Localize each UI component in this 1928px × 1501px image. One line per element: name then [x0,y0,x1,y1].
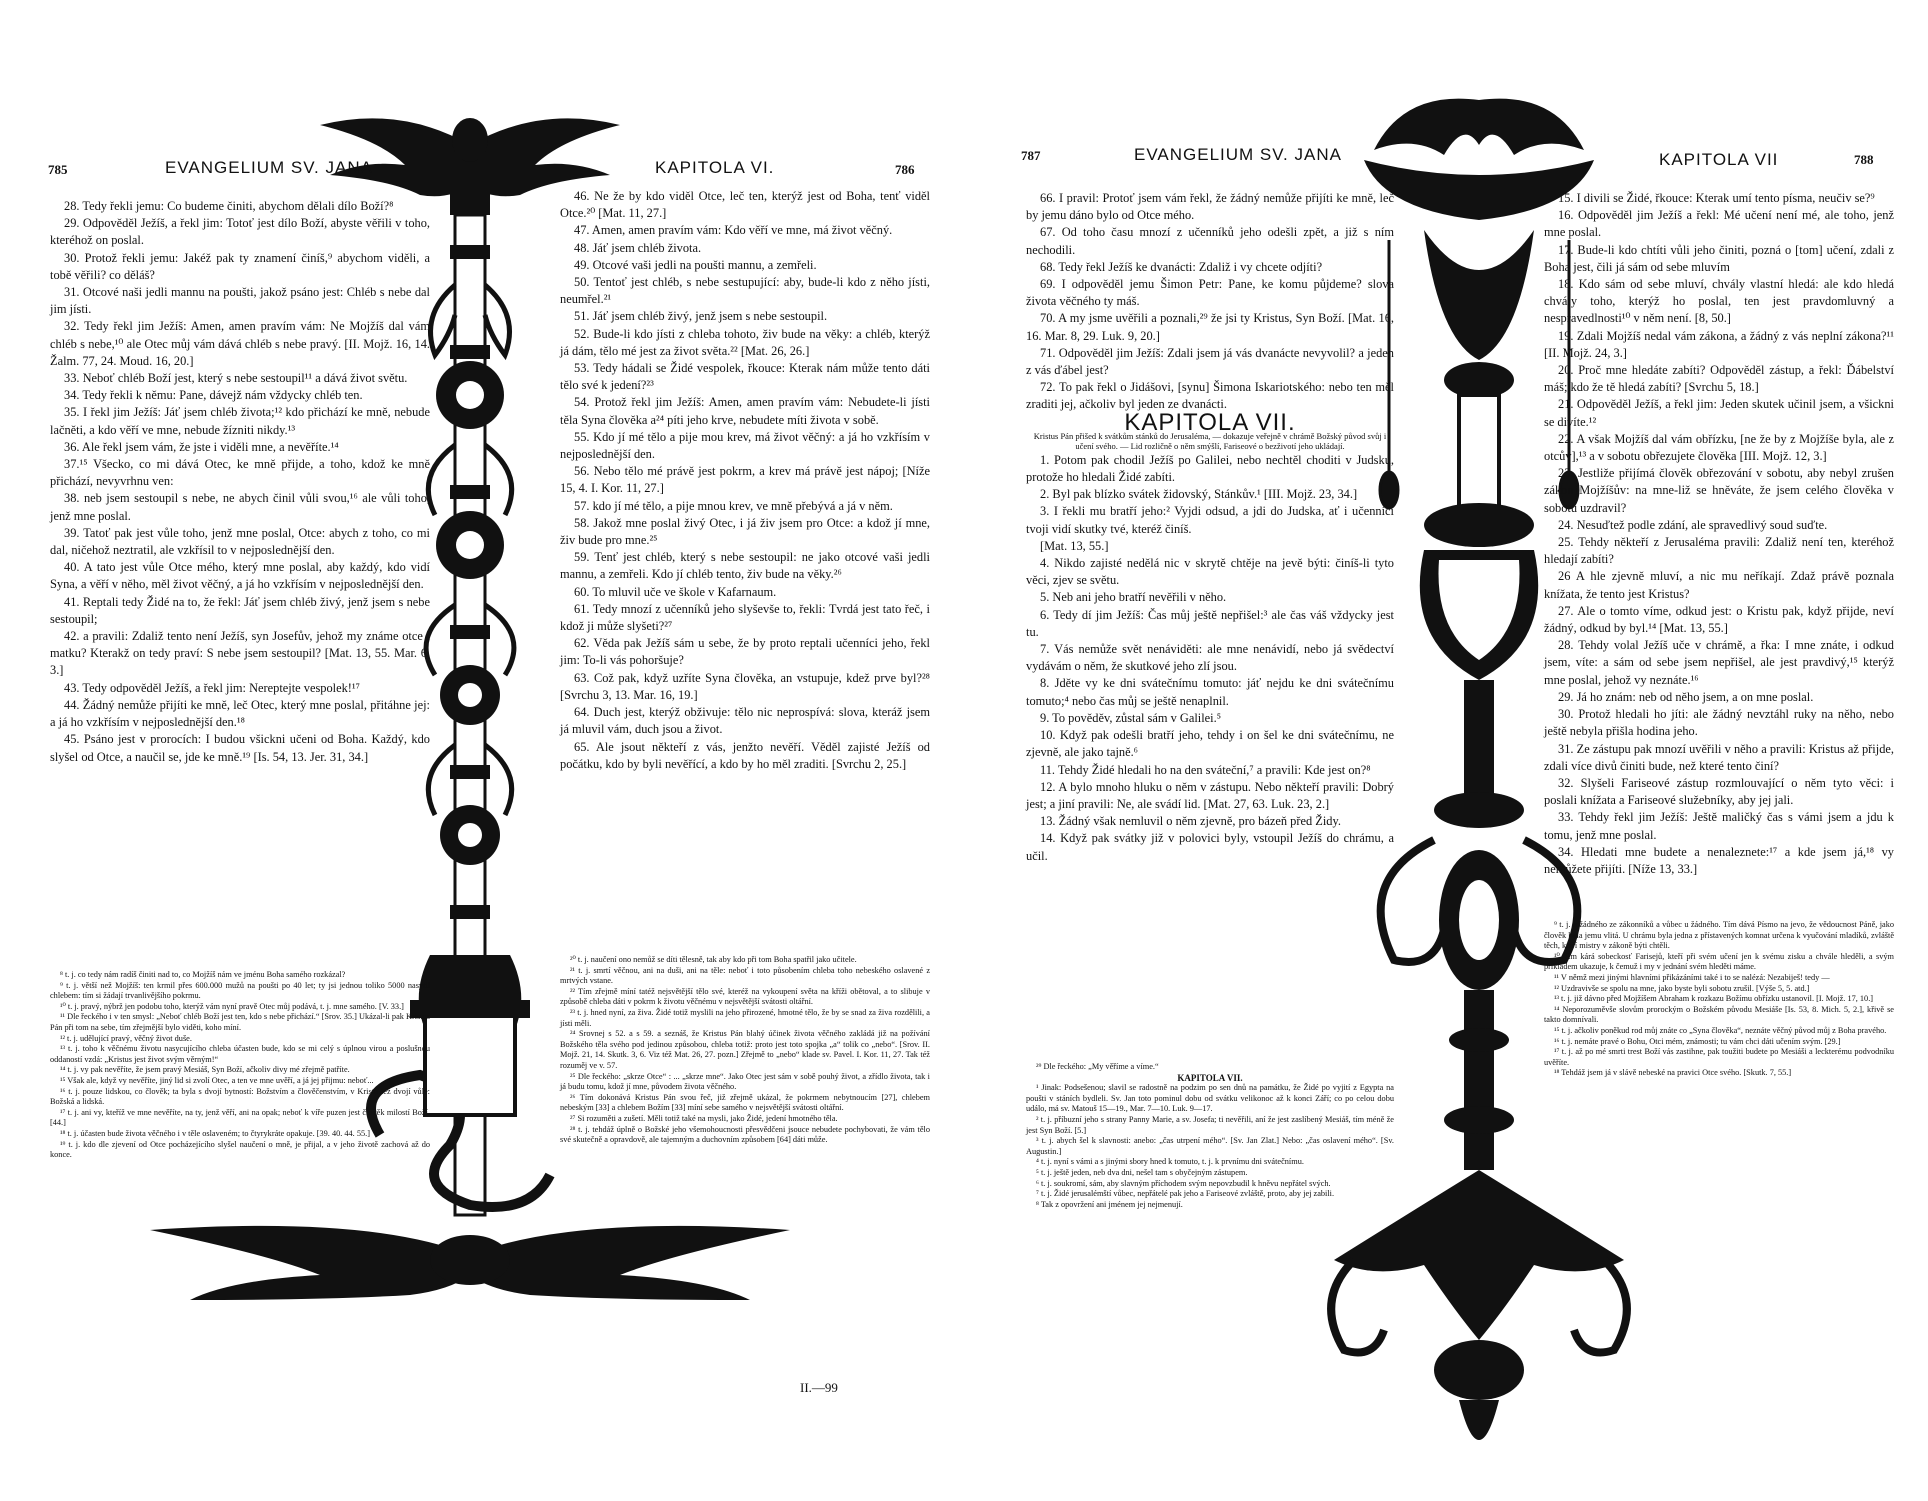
footnotes-right [560,955,930,1146]
verse: 63. Což pak, když uzříte Syna člověka, an vstupuje, kdež prve byl?²⁸ [Svrchu 3, 13. Mar. 16, 19.] [560,670,930,702]
verse: 33. Tehdy řekl jim Ježíš: Ještě maličký čas s vámi jsem a jdu k tomu, jenž mne poslal. [1544,810,1894,842]
verse: 3. I řekli mu bratří jeho:² Vyjdi odsud, a jdi do Judska, ať i učenníci tvoji vidí skutky tvé, kteréž činíš. [1026,504,1394,536]
footnote: ⁴ t. j. nyní s vámi a s jinými sbory hned k tomuto, t. j. k prvnímu dni svátečnímu. [1036,1157,1304,1167]
verse: 24. Nesuďtež podle zdání, ale spravedlivý soud suďte. [1558,517,1828,532]
verse: 68. Tedy řekl Ježíš ke dvanácti: Zdaliž i vy chcete odjíti? [1040,259,1323,274]
verse: 10. Když pak odešli bratří jeho, tehdy i on šel ke dni svátečnímu, ne zjevně, ale jako tajně.⁶ [1026,728,1394,760]
page-number: 785 [48,162,68,177]
footnote: ¹⁷ t. j. ani vy, kteříž ve mne nevěříte, na ty, jenž věří, ani na opak; neboť k víře puzen jest člověk milostí Boží. [44.] [50,1107,430,1128]
verse: 16. Odpověděl jim Ježíš a řekl: Mé učení není mé, ale toho, jenž mne poslal. [1544,208,1894,240]
verse: 12. A bylo mnoho hluku o něm v zástupu. Nebo někteří pravili: Dobrý jest; a jiní pravili: Ne, ale svádí lid. [Mat. 27, 63. Luk. 23, 2.] [1026,779,1394,811]
footnote: ¹⁹ t. j. kdo dle zjevení od Otce pocházejícího slyšel naučení o mně, je přijal, a v jeho životě zachová až do konce. [50,1139,430,1160]
verse: 5. Neb ani jeho bratří nevěřili v něho. [1040,590,1227,605]
footnote: ¹¹ Dle řeckého i v ten smysl: „Neboť chléb Boží jest ten, kdo s nebe přichází.“ [Srov. 35.] Ukázal-li pak Kristus Pán při tom na sebe, tím zřejmější bylo viděti, koho míní. [50,1012,430,1032]
footnote: ²⁰ t. j. naučení ono nemůž se díti tělesně, tak aby kdo při tom Boha spatřil jako učitele. [570,955,857,964]
verse: 4. Nikdo zajisté nedělá nic v skrytě chtěje na jevě býti: činíš-li tyto věci, zjev se světu. [1026,556,1394,588]
verse: 6. Tedy dí jim Ježíš: Čas můj ještě nepřišel:³ ale čas váš vždycky jest tu. [1026,607,1394,639]
footnote: ¹⁵ t. j. ačkoliv poněkud rod můj znáte co „Syna člověka“, neznáte věčný původ můj z Boha pravého. [1554,1025,1887,1035]
footnote: ¹¹ V němž mezi jinými hlavními přikázáními také i to se nalézá: Nezabiješ! tedy — [1554,972,1830,982]
verse: 38. neb jsem sestoupil s nebe, ne abych činil vůli svou,¹⁶ ale vůli toho, jenž mne poslal. [50,491,430,523]
verse: 49. Otcové vaši jedli na poušti mannu, a zemřeli. [574,257,817,272]
verse: 9. To pověděv, zůstal sám v Galilei.⁵ [1040,710,1222,725]
verse: 42. a pravili: Zdaliž tento není Ježíš, syn Josefův, jehož my známe otce i matku? Kterakž on tedy praví: S nebe jsem sestoupil? [Mat. 13, 55. Mar. 6, 3.] [50,629,430,678]
running-head-right: KAPITOLA VII [1659,150,1779,169]
verse: 55. Kdo jí mé tělo a pije mou krev, má život věčný: a já ho vzkřísím v nejposlednější den. [560,429,930,462]
footnote: ¹ Jinak: Podsešenou; slavil se radostně na podzim po sen dnů na památku, že Židé po vyjití z Egypta na poušti v stáních bydleli. Sv. Jan toto pominul dobu od svátku velikonoc až k konci Září; co po celou dobu událo, má sv. Matouš 15—19., Mar. 7—10. Luk. 9—17. [1026,1083,1394,1114]
signature-mark: II.—99 [800,1380,838,1395]
verse: 17. Bude-li kdo chtíti vůli jeho činiti, pozná o [tom] učení, zdali z Boha jest, čili já sám od sebe mluvím [1544,242,1894,274]
page-number: 787 [1021,148,1041,163]
footnotes-right [1544,920,1894,1079]
verse: 33. Neboť chléb Boží jest, který s nebe sestoupil¹¹ a dává život světu. [64,371,408,386]
verse: 60. To mluvil uče ve škole v Kafarnaum. [574,584,777,599]
verse: 37.¹⁵ Všecko, co mi dává Otec, ke mně přijde, a toho, kdož ke mně přichází, nevyvrhnu ven: [50,457,430,489]
verse: 27. Ale o tomto víme, odkud jest: o Kristu pak, když přijde, neví žádný, odkud by byl.¹⁴ [Mat. 13, 55.] [1544,603,1894,636]
footnote: ⁶ t. j. soukromí, sám, aby slavným příchodem svým nepovzbudil k hněvu nepřátel svých. [1036,1178,1331,1188]
footnote: ¹² t. j. udělující pravý, věčný život duše. [60,1033,192,1043]
verse: 8. Jděte vy ke dni svátečnímu tomuto: jáť nejdu ke dni svátečnímu tomuto;⁴ nebo čas můj se ještě nenaplnil. [1026,676,1394,708]
running-head-left: EVANGELIUM SV. JANA [165,158,373,177]
verse: 43. Tedy odpověděl Ježíš, a řekl jim: Nereptejte vespolek!¹⁷ [64,680,360,695]
verse: 46. Ne že by kdo viděl Otce, leč ten, kterýž jest od Boha, tenť viděl Otce.²⁰ [Mat. 11, 27.] [560,189,930,221]
footnotes-left [1026,1062,1394,1210]
verse: 61. Tedy mnozí z učenníků jeho slyševše to, řekli: Tvrdá jest tato řeč, i kdož ji může slyšeti?²⁷ [560,601,930,634]
verse: 22. A však Mojžíš dal vám obřízku, [ne že by z Mojžíše byla, ale z otcův],¹³ a v sobotu obřezujete člověka [III. Mojž. 12, 3.] [1544,431,1894,464]
verse: 29. Já ho znám: neb od něho jsem, a on mne poslal. [1558,689,1814,704]
footnote: ²¹ t. j. smrtí věčnou, ani na duši, ani na těle: neboť i toto působením chleba toho nebeského oslavené z mrtvých vstane. [560,965,930,986]
footnote: ¹⁸ t. j. účasten bude života věčného i v těle oslaveném; to čtyrykráte opakuje. [39. 40. 44. 55.] [60,1128,370,1138]
footnote: ⁵ t. j. ještě jeden, neb dva dni, nešel tam s obyčejným zástupem. [1036,1167,1248,1177]
footnote: ²⁶ Tím dokonává Kristus Pán svou řeč, již zřejmě ukázal, že pokrmem nebytnoucím [27], chlebem nebeským [33] a chlebem Božím [33] míní sebe samého v nejsvětější svátosti oltářní. [560,1092,930,1113]
footnote: ²³ t. j. hned nyní, za živa. Židé totiž myslili na jeho přirozené, hmotné tělo, že by se snad za živa rozdělili, a jísti měli. [560,1007,930,1028]
footnote-chapter-heading: KAPITOLA VII. [1177,1072,1243,1083]
page-number: 786 [895,162,915,177]
footnote: ⁸ Tak z opovržení ani jménem jej nejmenují. [1036,1199,1183,1209]
chapter-summary: Kristus Pán přišed k svátkům stánků do Jerusaléma, — dokazuje veřejně v chrámě Božský původ svůj i učení svého. — Lid rozličně o něm smýšlí, Fariseové o bezživotí jeho ukládají. [1033,430,1387,452]
verse: 40. A tato jest vůle Otce mého, který mne poslal, aby každý, kdo vidí Syna, a věří v něho, měl život věčný, a já ho vzkřísím v nejposlednější den. [50,560,430,592]
verse: 26 A hle zjevně mluví, a nic mu neříkají. Zdaž právě poznala knížata, že tento jest Kristus? [1544,569,1894,601]
footnote: ¹⁰ Tím kárá sobeckosť Farisejů, kteří při svém učení jen k svému zisku a chvále hleděli, a svým příkladem ukazuje, k čemuž i my v jednání svém hleděti máme. [1544,951,1894,972]
footnote: ¹⁰ t. j. pravý, nýbrž jen podobu toho, kterýž vám nyní pravě Otec můj podává, t. j. mne samého. [V. 33.] [60,1001,404,1011]
verse: 56. Nebo tělo mé právě jest pokrm, a krev má právě jest nápoj; [Níže 15, 4. I. Kor. 11, 27.] [560,464,930,496]
verse: 21. Odpověděl Ježíš, a řekl jim: Jeden skutek učinil jsem, a všickni se divíte.¹² [1544,397,1894,429]
verse: 11. Tehdy Židé hledali ho na den sváteční,⁷ a pravili: Kde jest on?⁸ [1040,762,1371,777]
verse: 69. I odpověděl jemu Šimon Petr: Pane, ke komu půjdeme? slova života věčného ty máš. [1026,277,1394,309]
footnote: ¹⁴ t. j. vy pak nevěříte, že jsem pravý Mesiáš, Syn Boží, ačkoliv divy mé zřejmě patříte. [60,1065,350,1075]
verse: 34. Hledati mne budete a nenaleznete:¹⁷ a kde jsem já,¹⁸ vy nemůžete přijíti. [Níže 13, 33.] [1544,844,1894,876]
footnote: ²⁷ Si rozuměti a zušetí. Měli totiž také na mysli, jako Židé, jedení hmotného těla. [570,1113,838,1123]
verse: 62. Věda pak Ježíš sám u sebe, že by proto reptali učenníci jeho, řekl jim: To-li vás pohoršuje? [560,636,930,668]
verse: 32. Tedy řekl jim Ježíš: Amen, amen pravím vám: Ne Mojžíš dal vám chléb s nebe,¹⁰ ale Otec můj vám dává chléb s nebe pravý. [II. Mojž. 16, 14. Žalm. 77, 24. Moud. 16, 20.] [50,319,430,368]
verse: 7. Vás nemůže svět nenáviděti: ale mne nenávidí, nebo já svědectví vydávám o něm, že skutkové jeho zlí jsou. [1026,642,1394,674]
verse: 23. Jestliže přijímá člověk obřezování v sobotu, aby nebyl zrušen zákon Mojžíšův: na mne-liž se hněváte, že jsem celého člověka v sobotu uzdravil? [1544,466,1894,515]
verse: 54. Protož řekl jim Ježíš: Amen, amen pravím vám: Nebudete-li jísti těla Syna člověka a²⁴ píti jeho krve, nebudete míti života v sobě. [560,395,930,427]
verse: 29. Odpověděl Ježíš, a řekl jim: Totoť jest dílo Boží, abyste věřili v toho, kteréhož on poslal. [50,216,430,248]
verse: 50. Tentoť jest chléb, s nebe sestupující: aby, bude-li kdo z něho jísti, neumřel.²¹ [560,275,930,307]
verse: 47. Amen, amen pravím vám: Kdo věří ve mne, má život věčný. [574,223,893,238]
footnote: ⁸ t. j. co tedy nám radíš činiti nad to, co Mojžíš nám ve jménu Boha samého rozkázal? [60,970,346,979]
footnote: ⁹ t. j. u žádného ze zákonníků a vůbec u žádného. Tím dává Písmo na jevo, že vědoucnost Páně, jako člověk byla jemu vlitá. U chrámu byla jedna z přístavených komnat určena k vyučování mladíků, zvláště těch, kteří mistry v zákoně býti chtěli. [1544,920,1894,951]
verse: 58. Jakož mne poslal živý Otec, i já živ jsem pro Otce: a kdož jí mne, živ bude pro mne.²⁵ [560,515,930,548]
verse: 53. Tedy hádali se Židé vespolek, řkouce: Kterak nám může tento dáti tělo své k jedení?²³ [560,361,930,393]
footnote: ¹⁵ Však ale, když vy nevěříte, jiný lid si zvolí Otec, a ten ve mne uvěří, a já jej přijmu: neboť... [60,1075,374,1085]
footnote: ¹² Uzdravivše se spolu na mne, jako byste byli sobotu zrušil. [Výše 5, 5. atd.] [1554,983,1810,993]
footnotes-left [50,970,430,1161]
text-column-right [560,188,930,773]
footnote: ¹⁷ t. j. až po mé smrti trest Boží vás zastihne, pak toužiti budete po Mesiáši a leckterému podvodníku uvěříte. [1544,1047,1894,1067]
footnote: ²² Tím zřejmě míní tatéž nejsvětější tělo své, kteréž na vykoupení světa na kříži obětoval, a to slibuje v způsobě chleba dáti v pokrm k životu věčnému v nejsvětější svátosti oltářní. [560,986,930,1007]
footnote: ² t. j. příbuzní jeho s strany Panny Marie, a sv. Josefa; ti nevěřili, aní že jest zaslíbený Mesiáš, tím méně že jest Syn Boží. [5.] [1026,1114,1394,1135]
verse: 44. Žádný nemůže přijíti ke mně, leč Otec, který mne poslal, přitáhne jej: a já ho vzkřísím v nejposlednější den.¹⁸ [50,697,430,730]
footnote: ¹⁴ Neporozuměvše slovům prorockým o Božském původu Mesiáše [Is. 53, 8. Mich. 5, 2.], křivě se takto domnívali. [1544,1004,1894,1025]
verse: [Mat. 13, 55.] [1040,538,1109,553]
verse: 48. Jáť jsem chléb života. [574,240,702,255]
running-head-left: EVANGELIUM SV. JANA [1134,145,1342,164]
verse: 15. I divili se Židé, řkouce: Kterak umí tento písma, neučiv se?⁹ [1558,191,1875,205]
verse: 2. Byl pak blízko svátek židovský, Stánkův.¹ [III. Mojž. 23, 34.] [1040,487,1358,502]
verse: 57. kdo jí mé tělo, a pije mnou krev, ve mně přebývá a já v něm. [574,498,893,513]
verse: 13. Žádný však nemluvil o něm zjevně, pro bázeň před Židy. [1040,814,1341,829]
verse: 31. Otcové naši jedli mannu na poušti, jakož psáno jest: Chléb s nebe dal jim jísti. [50,285,430,317]
verse: 25. Tehdy někteří z Jerusaléma pravili: Zdaliž není ten, kteréhož hledají zabíti? [1544,535,1894,567]
footnote: ¹³ t. j. již dávno před Mojžíšem Abraham k rozkazu Božímu obřízku ustanovil. [I. Mojž. 17, 10.] [1554,994,1874,1004]
verse: 28. Tedy řekli jemu: Co budeme činiti, abychom dělali dílo Boží?⁸ [64,199,394,213]
verse: 1. Potom pak chodil Ježíš po Galilei, nebo nechtěl choditi v Judsku, protože ho hledali Židé zabíti. [1026,452,1394,485]
verse: 66. I pravil: Protoť jsem vám řekl, že žádný nemůže přijíti ke mně, leč by jemu dáno bylo od Otce mého. [1026,191,1394,223]
verse: 70. A my jsme uvěřili a poznali,²⁹ že jsi ty Kristus, Syn Boží. [Mat. 16, 16. Mar. 8, 29. Luk. 9, 20.] [1026,311,1394,343]
text-column-left [1026,190,1394,865]
verse: 34. Tedy řekli k němu: Pane, dávejž nám vždycky chléb ten. [64,388,363,403]
verse: 64. Duch jest, kterýž obživuje: tělo nic neprospívá: slova, kteráž jsem já mluvil vám, duch jsou a život. [560,705,930,737]
footnote: ¹³ t. j. toho k věčnému životu nasycujícího chleba účasten bude, kdo se mi celý s úplnou virou a poslušnou oddaností vzdá: „Kristus jest život svým věrným!“ [50,1044,430,1064]
footnote: ¹⁶ t. j. nemáte pravé o Bohu, Otci mém, známosti; tu vám chci dáti učením svým. [29.] [1554,1036,1841,1046]
text-column-right [1544,190,1894,878]
verse: 36. Ale řekl jsem vám, že jste i viděli mne, a nevěříte.¹⁴ [64,439,339,454]
footnote: ³ t. j. abych šel k slavnosti: anebo: „čas utrpení mého“. [Sv. Jan Zlat.] Nebo: „čas oslavení mého“. [Sv. Augustin.] [1026,1136,1394,1156]
right-page [964,0,1928,1501]
verse: 41. Reptali tedy Židé na to, že řekl: Jáť jsem chléb živý, jenž jsem s nebe sestoupil; [50,594,430,626]
footnote: ²⁸ t. j. tehdáž úplně o Božské jeho všemohoucnosti přesvědčeni jsouce nebudete pochybovati, že vám tělo své skutečně a opravdově, ale tajemným a duchovním způsobem [64] dáti může. [560,1124,930,1145]
verse: 28. Tehdy volal Ježíš uče v chrámě, a řka: I mne znáte, i odkud jsem, víte: a sám od sebe jsem nepřišel, ale jest pravdivý,¹⁵ kterýž mne poslal, jehož vy neznáte.¹⁶ [1544,638,1894,687]
verse: 71. Odpověděl jim Ježíš: Zdali jsem já vás dvanácte nevyvolil? a jeden z vás ďábel jest? [1026,345,1394,378]
verse: 19. Zdali Mojžíš nedal vám zákona, a žádný z vás neplní zákona?¹¹ [II. Mojž. 24, 3.] [1544,328,1894,360]
text-column-left [50,198,430,766]
footnote: ⁹ t. j. větší než Mojžíš: ten krmil přes 600.000 mužů na poušti po 40 let; ty jsi jednou toliko 5000 nasytil chlebem: tím si žádají trvanlivějšího pokrmu. [50,980,430,1001]
footnote: ²⁹ Dle řeckého: „My věříme a víme.“ [1036,1062,1159,1071]
footnote: ²⁵ Dle řeckého: „skrze Otce“ : ... „skrze mne“. Jako Otec jest sám v sobě pouhý život, a zřídlo života, tak i já budu tomu, kdož jí mne, původem života věčného. [560,1071,930,1092]
verse: 18. Kdo sám od sebe mluví, chvály vlastní hledá: ale kdo hledá chvály toho, kterýž ho poslal, ten jest pravdomluvný a nespravedlnosti¹⁰ v něm není. [8, 50.] [1544,277,1894,326]
verse: 65. Ale jsout někteří z vás, jenžto nevěří. Věděl zajisté Ježíš od počátku, kdo by byli nevěřící, a kdo by ho měl zraditi. [Svrchu 2, 25.] [560,739,930,771]
verse: 30. Protož řekli jemu: Jakéž pak ty znamení činíš,⁹ abychom viděli, a tobě věřili? co děláš? [50,250,430,282]
footnote: ¹⁸ Tehdáž jsem já v slávě nebeské na pravici Otce svého. [Skutk. 7, 55.] [1554,1068,1792,1078]
footnote: ¹⁶ t. j. pouze lidskou, co člověk; ta byla s dvojí bytností: Božstvím a člověčenstvím, v Kristu též dvojí vůle: Božská a lidská. [50,1086,430,1107]
footnote: ⁷ t. j. Židé jerusalémští vůbec, nepřátelé pak jeho a Fariseové zvláště, proto, aby jej zabili. [1036,1189,1335,1199]
verse: 59. Tenť jest chléb, který s nebe sestoupil: ne jako otcové vaši jedli mannu, a zemřeli. Kdo jí chléb tento, živ bude na věky.²⁶ [560,550,930,582]
verse: 30. Protož hledali ho jíti: ale žádný nevztáhl ruky na něho, nebo ještě nebyla přišla hodina jeho. [1544,707,1894,739]
chapter-title: KAPITOLA VII. [1124,408,1296,436]
verse: 51. Jáť jsem chléb živý, jenž jsem s nebe sestoupil. [574,309,828,324]
verse: 20. Proč mne hledáte zabíti? Odpověděl zástup, a řekl: Ďábelství máš; kdo že tě hledá zabíti? [Svrchu 5, 18.] [1544,363,1894,395]
verse: 39. Tatoť pak jest vůle toho, jenž mne poslal, Otce: abych z toho, co mi dal, ničehož neztratil, ale vzkřísil to v nejposlednější den. [50,525,430,558]
verse: 45. Psáno jest v prorocích: I budou všickni učeni od Boha. Každý, kdo slyšel od Otce, a naučil se, jde ke mně.¹⁹ [Is. 54, 13. Jer. 31, 34.] [50,732,430,764]
footnote: ²⁴ Srovnej s 52. a s 59. a seznáš, že Kristus Pán blahý účinek života věčného zakládá již na požívání Božského těla svého pod jedinou způsobou, chleba totiž: proto jest toto spojka „a“ tolik co „nebo“. [Srov. II. Mojž. 21, 14. Skutk. 3, 6. Viz též Mat. 26, 27. pozn.] Zřejmě to „nebo“ klade sv. Pavel. I. Kor. 11, 27. Tak též rozuměj ve v. 57. [560,1029,930,1070]
running-head-right: KAPITOLA VI. [655,158,775,177]
page-number: 788 [1854,152,1874,167]
verse: 32. Slyšeli Fariseové zástup rozmlouvající o něm tyto věci: i poslali knížata a Fariseové služebníky, aby jej jali. [1544,775,1894,808]
verse: 72. To pak řekl o Jidášovi, [synu] Šimona Iskariotského: nebo ten měl zraditi jej, ačkoliv byl jeden ze dvanácti. [1026,380,1394,412]
verse: 35. I řekl jim Ježíš: Jáť jsem chléb života;¹² kdo přichází ke mně, nebude lačněti, a kdo věří ve mne, nebude žízniti nikdy.¹³ [50,405,430,437]
verse: 67. Od toho času mnozí z učenníků jeho odešli zpět, a již s ním nechodili. [1026,225,1394,257]
verse: 14. Když pak svátky již v polovici byly, vstoupil Ježíš do chrámu, a učil. [1026,831,1394,863]
verse: 31. Ze zástupu pak mnozí uvěřili v něho a pravili: Kristus až přijde, zdali více divů činiti bude, než které tento činí? [1544,741,1894,773]
verse: 52. Bude-li kdo jísti z chleba tohoto, živ bude na věky: a chléb, kterýž já dám, tělo mé jest za život světa.²² [Mat. 26, 26.] [560,326,930,358]
